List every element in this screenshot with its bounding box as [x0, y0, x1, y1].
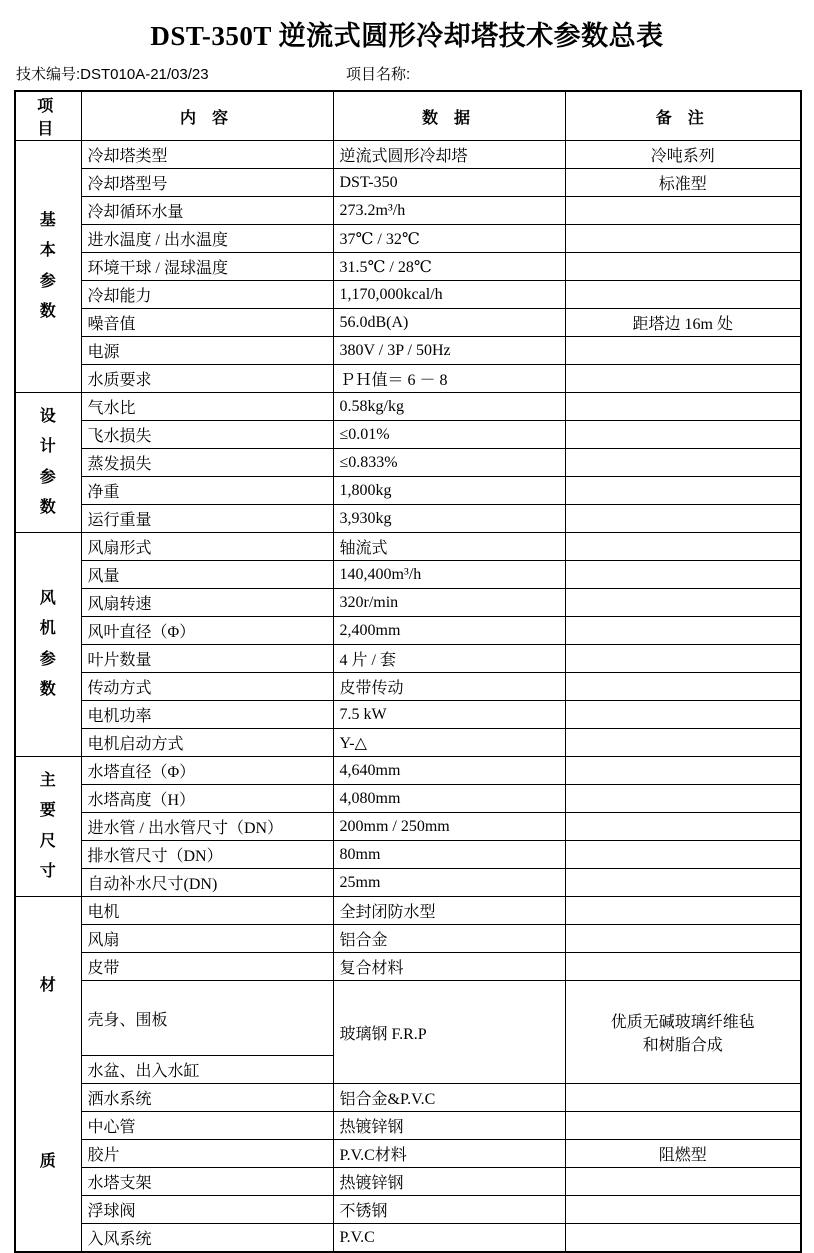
- row-data: 轴流式: [333, 533, 565, 561]
- row-data: P.V.C材料: [333, 1140, 565, 1168]
- row-note: 距塔边 16m 处: [565, 309, 801, 337]
- table-row: [15, 701, 801, 729]
- row-note: 阻燃型: [565, 1140, 801, 1168]
- row-item: 水塔高度（H）: [81, 785, 333, 813]
- row-note: [565, 505, 801, 533]
- row-note: [565, 925, 801, 953]
- material-note-line-1: 优质无碱玻璃纤维毡: [610, 1014, 755, 1031]
- row-note: [565, 1084, 801, 1112]
- row-note: [565, 1224, 801, 1253]
- row-note: [565, 673, 801, 701]
- row-item: 洒水系统: [81, 1084, 333, 1112]
- table-row: [15, 393, 801, 421]
- row-data: 7.5 kW: [333, 701, 565, 729]
- row-note: [565, 449, 801, 477]
- row-note: [565, 729, 801, 757]
- row-item: 冷却塔型号: [81, 169, 333, 197]
- table-row: [15, 813, 801, 841]
- row-item: 浮球阀: [81, 1196, 333, 1224]
- table-row: [15, 253, 801, 281]
- table-row: [15, 841, 801, 869]
- row-item: 飞水损失: [81, 421, 333, 449]
- row-item: 风扇: [81, 925, 333, 953]
- table-row: [15, 533, 801, 561]
- row-note: [565, 561, 801, 589]
- row-item: 电机: [81, 897, 333, 925]
- row-data: 56.0dB(A): [333, 309, 565, 337]
- row-note: [565, 421, 801, 449]
- header-category: 项 目: [15, 91, 81, 141]
- table-row: [15, 729, 801, 757]
- row-data: 复合材料: [333, 953, 565, 981]
- row-data: 31.5℃ / 28℃: [333, 253, 565, 281]
- row-data: 铝合金&P.V.C: [333, 1084, 565, 1112]
- row-note: 冷吨系列: [565, 141, 801, 169]
- row-note: [565, 1168, 801, 1196]
- row-data: 0.58kg/kg: [333, 393, 565, 421]
- row-item: 气水比: [81, 393, 333, 421]
- row-note: [565, 757, 801, 785]
- row-note: [565, 897, 801, 925]
- row-item: 噪音值: [81, 309, 333, 337]
- material-note-line-2: 和树脂合成: [642, 1037, 723, 1054]
- table-row: [15, 1224, 801, 1253]
- row-item: 水塔直径（Φ）: [81, 757, 333, 785]
- row-note: [565, 393, 801, 421]
- row-item: 风扇转速: [81, 589, 333, 617]
- row-data: 200mm / 250mm: [333, 813, 565, 841]
- row-note: [565, 337, 801, 365]
- table-row: [15, 1140, 801, 1168]
- row-item: 排水管尺寸（DN）: [81, 841, 333, 869]
- row-note: [565, 617, 801, 645]
- row-data: P.V.C: [333, 1224, 565, 1253]
- row-item: 胶片: [81, 1140, 333, 1168]
- row-item: 中心管: [81, 1112, 333, 1140]
- row-note: [565, 1196, 801, 1224]
- row-data: ≤0.01%: [333, 421, 565, 449]
- row-data: 2,400mm: [333, 617, 565, 645]
- table-row: [15, 673, 801, 701]
- row-item: 进水温度 / 出水温度: [81, 225, 333, 253]
- table-row: [15, 1196, 801, 1224]
- table-header: [15, 91, 801, 141]
- row-note: [565, 701, 801, 729]
- header-note: 备 注: [565, 91, 801, 141]
- row-data: 4,640mm: [333, 757, 565, 785]
- row-item: 入风系统: [81, 1224, 333, 1253]
- row-item: 蒸发损失: [81, 449, 333, 477]
- row-item: 环境干球 / 湿球温度: [81, 253, 333, 281]
- row-data: 逆流式圆形冷却塔: [333, 141, 565, 169]
- row-data: 380V / 3P / 50Hz: [333, 337, 565, 365]
- row-item: 进水管 / 出水管尺寸（DN）: [81, 813, 333, 841]
- spec-table: [14, 90, 802, 1253]
- row-note: [565, 953, 801, 981]
- page-title: DST-350T 逆流式圆形冷却塔技术参数总表: [150, 21, 664, 51]
- table-row: [15, 421, 801, 449]
- row-data: 25mm: [333, 869, 565, 897]
- row-item: 传动方式: [81, 673, 333, 701]
- table-row: [15, 645, 801, 673]
- document-meta: [16, 63, 800, 84]
- row-item: 水质要求: [81, 365, 333, 393]
- row-data: 140,400m³/h: [333, 561, 565, 589]
- row-item: 水盆、出入水缸: [81, 1056, 333, 1084]
- table-row: [15, 897, 801, 925]
- row-note: [565, 869, 801, 897]
- row-note: 标准型: [565, 169, 801, 197]
- row-data: 37℃ / 32℃: [333, 225, 565, 253]
- row-item: 水塔支架: [81, 1168, 333, 1196]
- category-fan: 风 机 参 数: [15, 533, 81, 757]
- row-item: 冷却塔类型: [81, 141, 333, 169]
- table-row: [15, 589, 801, 617]
- category-design: 设 计 参 数: [15, 393, 81, 533]
- row-note: [565, 281, 801, 309]
- row-item: 电机启动方式: [81, 729, 333, 757]
- table-row: [15, 925, 801, 953]
- table-row: [15, 617, 801, 645]
- table-row: [15, 757, 801, 785]
- table-row: [15, 869, 801, 897]
- row-item: 风叶直径（Φ）: [81, 617, 333, 645]
- row-note: [565, 645, 801, 673]
- row-note: [565, 1112, 801, 1140]
- table-row: [15, 1084, 801, 1112]
- row-note: [565, 197, 801, 225]
- table-row: [15, 1112, 801, 1140]
- table-row: [15, 1168, 801, 1196]
- tech-code: 技术编号:DST010A-21/03/23: [16, 66, 209, 83]
- table-row: [15, 169, 801, 197]
- row-data: 全封闭防水型: [333, 897, 565, 925]
- row-item: 运行重量: [81, 505, 333, 533]
- row-data: ≤0.833%: [333, 449, 565, 477]
- table-row: [15, 281, 801, 309]
- row-data: 铝合金: [333, 925, 565, 953]
- row-data: 热镀锌钢: [333, 1112, 565, 1140]
- table-row: [15, 477, 801, 505]
- table-row: [15, 561, 801, 589]
- row-note: [565, 253, 801, 281]
- row-note: [565, 533, 801, 561]
- table-row: [15, 981, 801, 1056]
- row-item: 冷却循环水量: [81, 197, 333, 225]
- row-data: 4,080mm: [333, 785, 565, 813]
- row-note: [565, 365, 801, 393]
- header-item: 内 容: [81, 91, 333, 141]
- table-row: [15, 785, 801, 813]
- row-data: DST-350: [333, 169, 565, 197]
- row-data: 3,930kg: [333, 505, 565, 533]
- row-data: 热镀锌钢: [333, 1168, 565, 1196]
- row-data: 273.2m³/h: [333, 197, 565, 225]
- row-item: 冷却能力: [81, 281, 333, 309]
- row-data: 4 片 / 套: [333, 645, 565, 673]
- row-note: [565, 589, 801, 617]
- row-item: 自动补水尺寸(DN): [81, 869, 333, 897]
- table-row: [15, 505, 801, 533]
- row-item: 壳身、围板: [81, 981, 333, 1056]
- row-note: [565, 841, 801, 869]
- row-item: 风量: [81, 561, 333, 589]
- row-data: 玻璃钢 F.R.P: [333, 981, 565, 1084]
- table-body: [15, 141, 801, 1253]
- table-row: [15, 309, 801, 337]
- table-row: [15, 449, 801, 477]
- header-data: 数 据: [333, 91, 565, 141]
- category-dimensions: 主 要 尺 寸: [15, 757, 81, 897]
- row-note: [565, 477, 801, 505]
- row-item: 电机功率: [81, 701, 333, 729]
- row-item: 净重: [81, 477, 333, 505]
- category-material: 材 质: [15, 897, 81, 1253]
- table-row: [15, 337, 801, 365]
- table-row: [15, 141, 801, 169]
- row-note: [565, 225, 801, 253]
- row-note: [565, 785, 801, 813]
- row-item: 风扇形式: [81, 533, 333, 561]
- row-data: 皮带传动: [333, 673, 565, 701]
- table-row: [15, 225, 801, 253]
- row-note: [565, 813, 801, 841]
- row-data: Y-△: [333, 729, 565, 757]
- row-data: 320r/min: [333, 589, 565, 617]
- row-item: 电源: [81, 337, 333, 365]
- row-data: 不锈钢: [333, 1196, 565, 1224]
- row-note: [565, 981, 801, 1084]
- row-item: 皮带: [81, 953, 333, 981]
- row-data: ＰＨ值＝ 6 － 8: [333, 365, 565, 393]
- table-row: [15, 365, 801, 393]
- table-row: [15, 197, 801, 225]
- row-data: 1,800kg: [333, 477, 565, 505]
- row-item: 叶片数量: [81, 645, 333, 673]
- row-data: 1,170,000kcal/h: [333, 281, 565, 309]
- table-row: [15, 953, 801, 981]
- row-data: 80mm: [333, 841, 565, 869]
- project-name: 项目名称:: [346, 66, 411, 83]
- category-basic: 基 本 参 数: [15, 141, 81, 393]
